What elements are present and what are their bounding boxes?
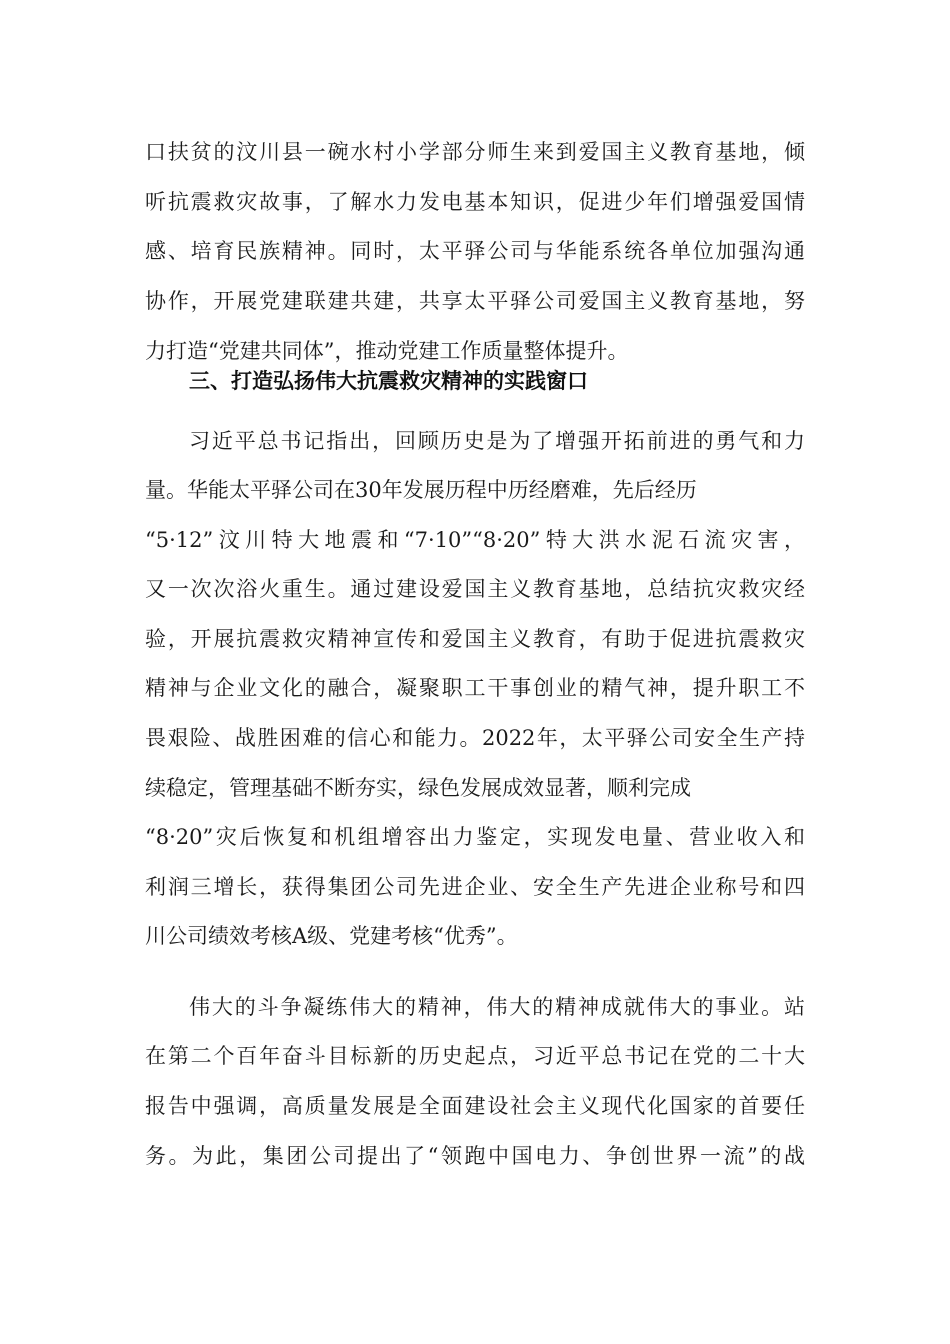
text-line: 口扶贫的汶川县一碗水村小学部分师生来到爱国主义教育基地，倾 <box>145 140 805 164</box>
text-line: 协作，开展党建联建共建，共享太平驿公司爱国主义教育基地，努 <box>145 289 805 313</box>
text-line: 听抗震救灾故事，了解水力发电基本知识，促进少年们增强爱国情 <box>145 190 805 214</box>
text-line: “8·20”灾后恢复和机组增容出力鉴定，实现发电量、营业收入和 <box>145 825 805 849</box>
text-line: 川公司绩效考核A级、党建考核“优秀”。 <box>145 924 518 948</box>
text-line: 务。为此，集团公司提出了“领跑中国电力、争创世界一流”的战 <box>145 1144 805 1168</box>
text-line: “5·12”汶川特大地震和“7·10”“8·20”特大洪水泥石流灾害， <box>145 528 805 552</box>
text-line: 验，开展抗震救灾精神宣传和爱国主义教育，有助于促进抗震救灾 <box>145 627 805 651</box>
text-line: 畏艰险、战胜困难的信心和能力。2022年，太平驿公司安全生产持 <box>145 726 805 750</box>
text-line: 量。华能太平驿公司在30年发展历程中历经磨难，先后经历 <box>145 478 697 502</box>
text-line: 续稳定，管理基础不断夯实，绿色发展成效显著，顺利完成 <box>145 776 691 800</box>
section-heading: 三、打造弘扬伟大抗震救灾精神的实践窗口 <box>189 369 588 393</box>
text-line: 力打造“党建共同体”，推动党建工作质量整体提升。 <box>145 339 629 363</box>
text-line: 精神与企业文化的融合，凝聚职工干事创业的精气神，提升职工不 <box>145 676 805 700</box>
text-line: 利润三增长，获得集团公司先进企业、安全生产先进企业称号和四 <box>145 875 805 899</box>
text-line: 又一次次浴火重生。通过建设爱国主义教育基地，总结抗灾救灾经 <box>145 577 805 601</box>
text-line: 报告中强调，高质量发展是全面建设社会主义现代化国家的首要任 <box>145 1094 805 1118</box>
text-line: 伟大的斗争凝练伟大的精神，伟大的精神成就伟大的事业。站 <box>189 995 805 1019</box>
text-line: 感、培育民族精神。同时，太平驿公司与华能系统各单位加强沟通 <box>145 239 805 263</box>
text-line: 习近平总书记指出，回顾历史是为了增强开拓前进的勇气和力 <box>189 429 805 453</box>
text-line: 在第二个百年奋斗目标新的历史起点，习近平总书记在党的二十大 <box>145 1044 805 1068</box>
